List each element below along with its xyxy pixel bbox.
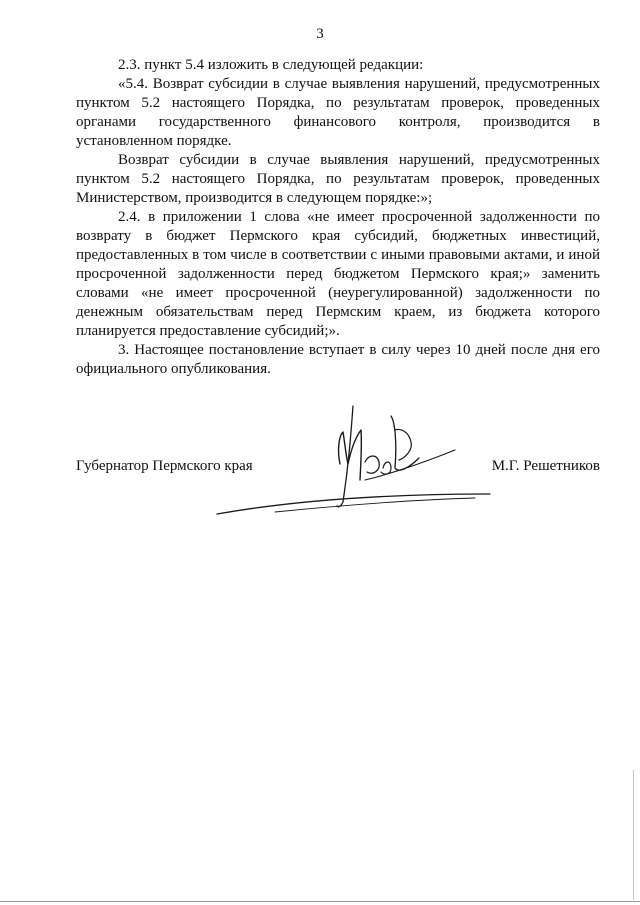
- paragraph-3-effective: 3. Настоящее постановление вступает в силу через 10 дней после дня его официального опубликования.: [76, 342, 600, 377]
- document-body: [76, 56, 600, 379]
- page-number: 3: [316, 26, 324, 42]
- paragraph-2-3: 2.3. пункт 5.4 изложить в следующей редакции:: [118, 57, 424, 73]
- signature-block: [76, 458, 600, 478]
- signatory-title: Губернатор Пермского края: [76, 458, 253, 474]
- scan-edge-line: [633, 770, 634, 900]
- signatory-name: М.Г. Решетников: [491, 458, 600, 474]
- paragraph-5-4-quote: «5.4. Возврат субсидии в случае выявления нарушений, предусмотренных пунктом 5.2 настоящего Порядка, по результатам проверок, проведенных органами государственного финансового контроля, производится в установленном порядке.: [76, 76, 600, 149]
- paragraph-2-4: 2.4. в приложении 1 слова «не имеет просроченной задолженности по возврату в бюджет Пермского края субсидий, бюджетных инвестиций, предоставленных в том числе в соответствии с иными правовыми актами, и иной просроченной задолженности перед бюджетом Пермского края;» заменить словами «не имеет просроченной (неурегулированной) задолженности по денежным обязательствам перед Пермским краем, из бюджета которого планируется предоставление субсидий;».: [76, 209, 600, 339]
- paragraph-return-ministry: Возврат субсидии в случае выявления нарушений, предусмотренных пунктом 5.2 настоящего Порядка, по результатам проверок, проведенных Министерством, производится в следующем порядке:»;: [76, 152, 600, 206]
- scan-bottom-edge: [0, 901, 640, 902]
